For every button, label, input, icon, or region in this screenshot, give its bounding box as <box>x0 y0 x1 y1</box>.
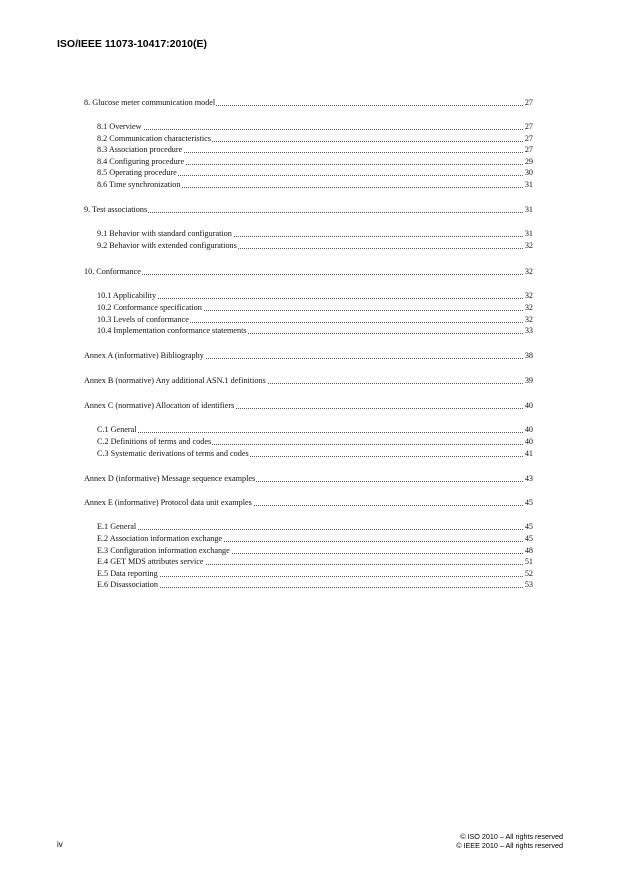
toc-entry-title: 8.3 Association procedure <box>97 145 183 154</box>
toc-entry[interactable] <box>0 266 619 277</box>
toc-entry[interactable] <box>0 473 619 484</box>
toc-entry-title: E.6 Disassociation <box>97 580 158 589</box>
toc-entry-title: E.2 Association information exchange <box>97 534 223 543</box>
toc-entry-page: 39 <box>524 376 533 385</box>
toc-entry-page: 27 <box>524 145 533 154</box>
toc-entry[interactable] <box>0 204 619 215</box>
toc-leader-dots <box>97 432 523 433</box>
toc-entry-page: 53 <box>524 580 533 589</box>
toc-entry-title: 8.6 Time synchronization <box>97 179 181 189</box>
toc-entry-title: C.1 General <box>97 425 137 434</box>
toc-entry[interactable] <box>0 568 619 579</box>
toc-entry[interactable] <box>0 545 619 556</box>
toc-entry[interactable] <box>0 290 619 301</box>
toc-leader-dots <box>84 212 523 213</box>
toc-entry-title: 10.1 Applicability <box>97 291 157 300</box>
toc-entry-page: 51 <box>524 557 533 566</box>
toc-entry[interactable] <box>0 97 619 108</box>
toc-entry[interactable] <box>0 179 619 190</box>
toc-entry-page: 33 <box>524 326 533 335</box>
toc-entry[interactable] <box>0 302 619 313</box>
toc-entry-page: 45 <box>524 498 533 507</box>
toc-entry-title: 8.4 Configuring procedure <box>97 156 185 166</box>
toc-entry[interactable] <box>0 556 619 567</box>
toc-entry-page: 32 <box>524 314 533 324</box>
toc-entry[interactable] <box>0 448 619 459</box>
toc-entry-page: 31 <box>524 179 533 189</box>
toc-entry-title: E.3 Configuration information exchange <box>97 545 230 555</box>
toc-entry-page: 43 <box>524 474 533 483</box>
toc-entry[interactable] <box>0 579 619 590</box>
toc-entry-page: 27 <box>524 122 533 131</box>
toc-entry-title: 10.4 Implementation conformance statements <box>97 326 247 335</box>
toc-leader-dots <box>97 576 523 577</box>
page-number: iv <box>57 840 63 849</box>
toc-entry-title: 10.3 Levels of conformance <box>97 314 189 324</box>
toc-leader-dots <box>84 274 523 275</box>
toc-entry-page: 32 <box>524 241 533 250</box>
toc-entry-page: 31 <box>524 229 533 238</box>
toc-entry-title: C.3 Systematic derivations of terms and codes <box>97 448 249 458</box>
copyright-notice <box>456 832 563 850</box>
toc-entry[interactable] <box>0 533 619 544</box>
toc-entry-page: 31 <box>524 205 533 214</box>
toc-entry-page: 45 <box>524 534 533 543</box>
toc-entry[interactable] <box>0 497 619 508</box>
toc-entry[interactable] <box>0 144 619 155</box>
toc-entry[interactable] <box>0 167 619 178</box>
copyright-iso: © ISO 2010 – All rights reserved <box>460 832 563 841</box>
toc-entry-page: 38 <box>524 351 533 360</box>
toc-entry[interactable] <box>0 436 619 447</box>
toc-entry-title: C.2 Definitions of terms and codes <box>97 437 212 446</box>
toc-entry-page: 41 <box>524 448 533 458</box>
toc-entry-title: 9. Test associations <box>84 205 148 214</box>
toc-entry-title: E.4 GET MDS attributes service <box>97 557 204 566</box>
toc-entry[interactable] <box>0 133 619 144</box>
toc-entry[interactable] <box>0 156 619 167</box>
toc-entry-title: Annex E (informative) Protocol data unit examples <box>84 498 252 507</box>
toc-entry-title: E.1 General <box>97 522 137 531</box>
toc-entry[interactable] <box>0 121 619 132</box>
toc-entry-title: E.5 Data reporting <box>97 568 158 578</box>
toc-entry-page: 32 <box>524 291 533 300</box>
toc-entry-page: 40 <box>524 401 533 410</box>
toc-entry-title: 9.2 Behavior with extended configurations <box>97 241 237 250</box>
toc-leader-dots <box>97 587 523 588</box>
toc-entry-title: Annex A (informative) Bibliography <box>84 351 204 360</box>
toc-entry-page: 32 <box>524 303 533 312</box>
toc-entry-page: 29 <box>524 156 533 166</box>
toc-entry-page: 32 <box>524 267 533 276</box>
toc-entry-title: 8.1 Overview <box>97 122 142 131</box>
toc-entry-title: 10. Conformance <box>84 267 141 276</box>
toc-entry-title: 10.2 Conformance specification <box>97 303 202 312</box>
toc-entry[interactable] <box>0 424 619 435</box>
toc-entry[interactable] <box>0 375 619 386</box>
toc-entry-page: 40 <box>524 437 533 446</box>
toc-entry-title: 8.2 Communication characteristics <box>97 133 211 143</box>
toc-entry-title: Annex C (normative) Allocation of identifiers <box>84 401 235 410</box>
toc-entry[interactable] <box>0 240 619 251</box>
toc-entry-title: Annex B (normative) Any additional ASN.1 definitions <box>84 376 266 385</box>
toc-entry-page: 52 <box>524 568 533 578</box>
document-header-title: ISO/IEEE 11073-10417:2010(E) <box>57 38 208 50</box>
toc-leader-dots <box>97 129 523 130</box>
toc-entry[interactable] <box>0 325 619 336</box>
toc-entry-title: Annex D (informative) Message sequence examples <box>84 474 256 483</box>
toc-leader-dots <box>97 529 523 530</box>
toc-entry-title: 8. Glucose meter communication model <box>84 98 216 107</box>
toc-entry-title: 8.5 Operating procedure <box>97 168 177 177</box>
toc-entry-page: 27 <box>524 133 533 143</box>
toc-entry[interactable] <box>0 400 619 411</box>
toc-entry-page: 48 <box>524 545 533 555</box>
toc-entry-page: 30 <box>524 168 533 177</box>
toc-entry[interactable] <box>0 521 619 532</box>
toc-entry-page: 40 <box>524 425 533 434</box>
toc-entry-page: 45 <box>524 522 533 531</box>
toc-entry[interactable] <box>0 314 619 325</box>
copyright-ieee: © IEEE 2010 – All rights reserved <box>456 841 563 850</box>
toc-entry-title: 9.1 Behavior with standard configuration <box>97 229 232 238</box>
toc-entry[interactable] <box>0 228 619 239</box>
toc-leader-dots <box>97 298 523 299</box>
toc-entry-page: 27 <box>524 98 533 107</box>
toc-entry[interactable] <box>0 350 619 361</box>
